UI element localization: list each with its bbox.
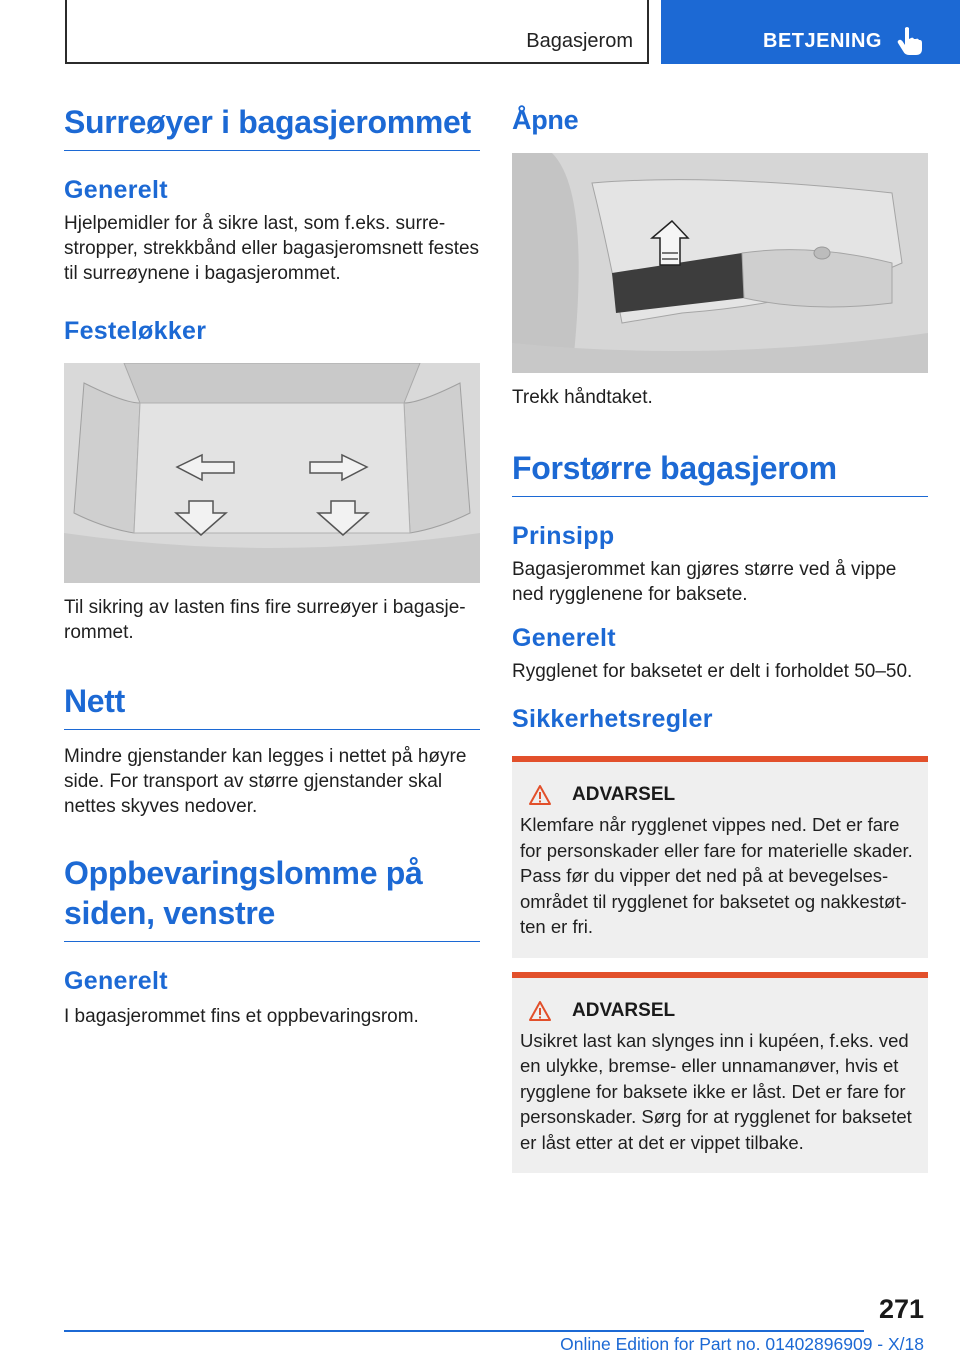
generelt-paragraph: Hjelpemidler for å sikre last, som f.eks. surrestropper, strekkbånd eller bagasjeromsnett festes til surreøynene i bagasjerommet.	[64, 213, 480, 284]
warning-label: ADVARSEL	[572, 999, 676, 1021]
chapter-tab-label: BETJENING	[763, 30, 882, 52]
warning-text: Usikret last kan slynges inn i kupéen, f.eks. ved en ulykke, bremse- eller unnamanøver, hvis et rygglene for baksete ikke er låst. Det er fare for personskader. Sørg for at rygglenet for baksetet er låst etter at det er vippet tilbake.	[520, 1029, 912, 1153]
warning-text: Klemfare når rygglenet vippes ned. Det er fare for personskader eller fare for materielle skader. Pass før du vipper det ned på at bevegelsesområdet til rygglenet for baksetet og nakkestøtten er fri.	[520, 814, 913, 937]
warning-triangle-icon	[528, 1000, 552, 1022]
footer-divider	[64, 1330, 864, 1332]
section-title-surreoyer: Surreøyer i bagasjerommet	[64, 102, 480, 151]
warning-label: ADVARSEL	[572, 784, 676, 805]
section-title-nett: Nett	[64, 681, 480, 730]
section-title-forstorre: Forstørre bagasjerom	[512, 448, 928, 497]
section-title-apne: Åpne	[512, 105, 579, 135]
right-column	[512, 96, 928, 1173]
generelt-right-paragraph: Rygglenet for baksetet er delt i forholdet 50–50.	[512, 661, 913, 682]
subheading-prinsipp: Prinsipp	[512, 522, 615, 550]
nett-paragraph: Mindre gjenstander kan legges i nettet på høyre side. For transport av større gjenstander skal nettes skyves nedover.	[64, 746, 467, 817]
oppbevaring-paragraph: I bagasjerommet fins et oppbevaringsrom.	[64, 1006, 419, 1027]
page-number: 271	[878, 1294, 924, 1324]
apne-caption: Trekk håndtaket.	[512, 387, 653, 408]
chapter-tab[interactable]	[661, 0, 960, 64]
subheading-sikkerhetsregler: Sikkerhetsregler	[512, 705, 713, 733]
prinsipp-paragraph: Bagasjerommet kan gjøres større ved å vippe ned rygglenene for baksete.	[512, 559, 897, 605]
warning-box-1	[512, 756, 928, 958]
header-section-box	[65, 0, 649, 64]
section-title-oppbevaringslomme: Oppbevaringslomme på siden, venstre	[64, 853, 480, 942]
subheading-festelokker: Festeløkker	[64, 317, 207, 345]
trunk-lashing-eyes-illustration	[64, 363, 480, 583]
warning-triangle-icon	[528, 784, 552, 806]
edition-footer-text: Online Edition for Part no. 01402896909 - X/18	[560, 1334, 924, 1354]
subheading-generelt: Generelt	[64, 176, 168, 204]
pointing-hand-icon	[897, 26, 923, 56]
header-section-title: Bagasjerom	[526, 30, 633, 52]
left-column	[64, 96, 480, 1029]
warning-box-2	[512, 972, 928, 1174]
storage-compartment-handle-illustration	[512, 153, 928, 373]
subheading-generelt-2: Generelt	[64, 967, 168, 995]
subheading-generelt-right: Generelt	[512, 624, 616, 652]
festelokker-caption: Til sikring av lasten fins fire surreøyer i bagasjerommet.	[64, 597, 466, 643]
